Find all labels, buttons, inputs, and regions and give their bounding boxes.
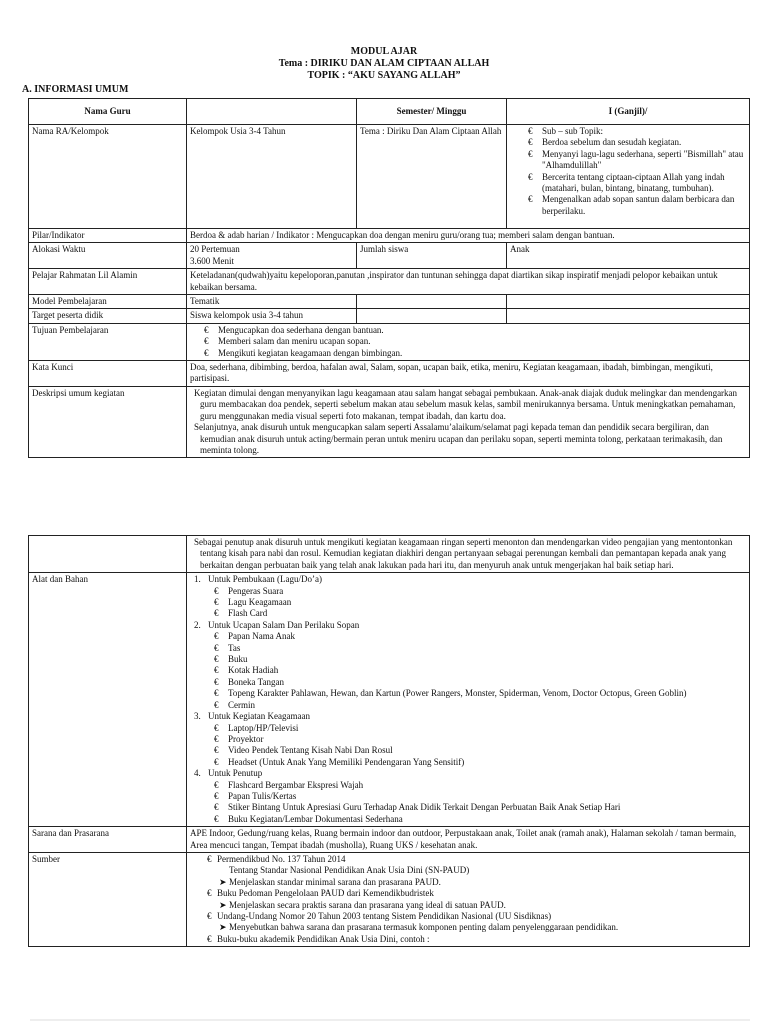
penutup-paragraph: Sebagai penutup anak disuruh untuk mengikuti kegiatan keagamaan ringan seperti menonton dan mendengarkan video pengajian yang mentontonkan tentang kisah para nabi dan rosul. Kemudian kegiatan diakhiri dengan pertanyaan sebagai perenungan kembali dan pemantapan kepada anak yang berkaitan dengan perbuatan baik yang telah anak lakukan pada hari itu, dan menyuruh anak untuk mengerjakan hal baik setiap hari. [194, 537, 733, 570]
euro-bullet-icon: € [214, 779, 219, 790]
label-target: Target peserta didik [29, 309, 187, 323]
euro-bullet-icon: € [204, 347, 209, 358]
alat-group-title: Untuk Pembukaan (Lagu/Do’a) [208, 574, 322, 585]
alat-group-number: 2. [194, 619, 201, 630]
list-item: € Bercerita tentang ciptaan-ciptaan Allah yang indah (matahari, bulan, bintang, binatang, tumbuhan). [528, 171, 725, 194]
list-item: € Flashcard Bergambar Ekspresi Wajah [214, 779, 364, 790]
sumber-cell [187, 852, 750, 946]
list-item: € Topeng Karakter Pahlawan, Hewan, dan Kartun (Power Rangers, Monster, Spiderman, Venom, Doctor Octopus, Green Goblin) [214, 688, 687, 699]
label-alat: Alat dan Bahan [29, 573, 187, 827]
table-row [29, 309, 750, 323]
table-row [29, 243, 750, 269]
value-tema: Tema : Diriku Dan Alam Ciptaan Allah [357, 125, 507, 229]
table-row [29, 361, 750, 387]
list-item: € Stiker Bintang Untuk Apresiasi Guru Terhadap Anak Didik Terkait Dengan Perbuatan Baik Anak Setiap Hari [214, 802, 621, 813]
table-row [29, 269, 750, 295]
list-item: € Tas [214, 642, 241, 653]
label-pilar: Pilar/Indikator [29, 229, 187, 243]
alat-item-list [210, 631, 746, 711]
alat-item-list [210, 723, 746, 769]
penutup-cell [187, 536, 750, 573]
page-footer-divider [30, 1019, 750, 1021]
arrow-bullet-icon: ➤ [219, 899, 227, 910]
table-row [29, 852, 750, 946]
euro-bullet-icon: € [207, 911, 212, 921]
euro-bullet-icon: € [204, 324, 209, 335]
euro-bullet-icon: € [214, 745, 219, 756]
deskripsi-paragraph-1: Kegiatan dimulai dengan menyanyikan lagu keagamaan atau salam hangat sebagai pembukaan. Anak-anak diajak duduk melingkar dan mendengarkan guru membacakan doa pendek, seperti sebelum makan atau sebelum masuk kelas, sambil menirukannya bersama. Untuk meningkatkan pemahaman, guru menggunakan media visual seperti foto makanan, tempat ibadah, dan kartu doa. [194, 387, 738, 421]
tujuan-list [190, 325, 746, 359]
alat-group-title: Untuk Kegiatan Keagamaan [208, 711, 310, 722]
list-item: € Lagu Keagamaan [214, 597, 292, 608]
list-item: € Papan Tulis/Kertas [214, 790, 297, 801]
value-pilar: Berdoa & adab harian / Indikator : Mengucapkan doa dengan meniru guru/orang tua; memberi salam dengan bantuan. [187, 229, 750, 243]
list-item-detail: ➤ Menyebutkan bahwa sarana dan prasarana termasuk komponen penting dalam penyelenggaraan pendidikan. [219, 922, 619, 933]
alat-item-list [210, 780, 746, 826]
list-item: € Buku [214, 654, 248, 665]
list-item: € Cermin [214, 699, 255, 710]
header-cell-empty [187, 99, 357, 125]
label-jumlah-siswa: Jumlah siswa [357, 243, 507, 269]
euro-bullet-icon: € [214, 688, 219, 699]
arrow-bullet-icon: ➤ [219, 876, 227, 887]
alat-group-title: Untuk Penutup [208, 768, 263, 779]
header-cell-nama-guru: Nama Guru [29, 99, 187, 125]
value-sarana: APE Indoor, Gedung/ruang kelas, Ruang bermain indoor dan outdoor, Perpustakaan anak, Toilet anak (ramah anak), Halaman sekolah / taman bermain, Area mencuci tangan, Tempat ibadah (musholla), Ruang UKS / kesehatan anak. [187, 827, 750, 853]
euro-bullet-icon: € [214, 676, 219, 687]
euro-bullet-icon: € [214, 608, 219, 619]
doc-theme: Tema : DIRIKU DAN ALAM CIPTAAN ALLAH [278, 58, 490, 69]
table-row [29, 536, 750, 573]
list-item: € Mengikuti kegiatan keagamaan dengan bimbingan. [204, 347, 403, 358]
alat-group-number: 4. [194, 768, 201, 779]
list-item: € Video Pendek Tentang Kisah Nabi Dan Rosul [214, 745, 393, 756]
label-deskripsi: Deskripsi umum kegiatan [29, 386, 187, 457]
label-model: Model Pembelajaran [29, 295, 187, 309]
euro-bullet-icon: € [207, 933, 212, 944]
label-sumber: Sumber [29, 852, 187, 946]
euro-bullet-icon: € [207, 888, 212, 899]
label-tujuan: Tujuan Pembelajaran [29, 323, 187, 360]
alat-group [190, 768, 746, 825]
alat-group-title: Untuk Ucapan Salam Dan Perilaku Sopan [208, 619, 360, 630]
list-item: € Permendikbud No. 137 Tahun 2014 [207, 853, 346, 864]
label-kata-kunci: Kata Kunci [29, 361, 187, 387]
euro-bullet-icon: € [528, 171, 533, 182]
list-item: € Flash Card [214, 608, 268, 619]
list-item: € Undang-Undang Nomor 20 Tahun 2003 tentang Sistem Pendidikan Nasional (UU Sisdiknas) [207, 911, 552, 921]
list-item-detail: ➤ Menjelaskan standar minimal sarana dan prasarana PAUD. [219, 876, 441, 887]
label-alokasi: Alokasi Waktu [29, 243, 187, 269]
deskripsi-paragraph-2: Selanjutnya, anak disuruh untuk mengucapkan salam seperti Assalamu’alaikum/selamat pagi kepada teman dan pendidik secara bergiliran, dan kemudian anak disuruh untuk acting/bermain peran untuk meniru ucapan dan perilaku sopan, seperti meminta tolong, perkataan terimakasih, dan meminta tolong. [194, 422, 723, 455]
list-item: € Mengenalkan adab sopan santun dalam berbicara dan berperilaku. [528, 194, 735, 216]
euro-bullet-icon: € [214, 642, 219, 653]
deskripsi-cell [187, 386, 750, 457]
label-nama-ra: Nama RA/Kelompok [29, 125, 187, 229]
alat-group-number: 1. [194, 574, 201, 585]
euro-bullet-icon: € [214, 802, 219, 813]
list-item: € Berdoa sebelum dan sesudah kegiatan. [528, 137, 682, 148]
euro-bullet-icon: € [204, 336, 209, 347]
value-target: Siswa kelompok usia 3-4 tahun [187, 309, 357, 323]
list-item: € Pengeras Suara [214, 585, 284, 596]
table-row [29, 99, 750, 125]
alat-group [190, 574, 746, 620]
list-item: € Menyanyi lagu-lagu sederhana, seperti "Bismillah" atau "Alhamdulillah" [528, 148, 744, 171]
value-kelompok: Kelompok Usia 3-4 Tahun [187, 125, 357, 229]
list-item: € Buku Kegiatan/Lembar Dokumentasi Sederhana [214, 813, 403, 824]
list-item: € Memberi salam dan meniru ucapan sopan. [204, 336, 371, 347]
list-item: € Buku-buku akademik Pendidikan Anak Usia Dini, contoh : [207, 933, 430, 944]
tujuan-list-cell [187, 323, 750, 360]
alat-group-number: 3. [194, 711, 201, 722]
table-row [29, 323, 750, 360]
value-pelajar: Keteladanan(qudwah)yaitu kepeloporan,panutan ,inspirator dan tuntunan sehingga dapat diartikan sikap inspiratif menjadi pelopor kebaikan untuk kebaikan bersama. [187, 269, 750, 295]
euro-bullet-icon: € [214, 790, 219, 801]
euro-bullet-icon: € [528, 194, 533, 205]
euro-bullet-icon: € [528, 137, 533, 148]
alat-list [190, 574, 746, 825]
header-cell-ganjil: I (Ganjil)/ [507, 99, 750, 125]
list-item: € Kotak Hadiah [214, 665, 279, 676]
euro-bullet-icon: € [214, 733, 219, 744]
list-item: € Proyektor [214, 733, 264, 744]
table-row [29, 125, 750, 229]
subtopik-list-cell [507, 125, 750, 229]
euro-bullet-icon: € [214, 654, 219, 665]
subtopik-list [510, 126, 746, 217]
table-row [29, 295, 750, 309]
euro-bullet-icon: € [528, 126, 533, 136]
label-pelajar: Pelajar Rahmatan Lil Alamin [29, 269, 187, 295]
euro-bullet-icon: € [214, 813, 219, 824]
doc-topic: TOPIK : “AKU SAYANG ALLAH” [307, 70, 461, 81]
list-item-detail: ➤ Menjelaskan secara praktis sarana dan prasarana yang ideal di satuan PAUD. [219, 899, 506, 910]
section-heading: A. INFORMASI UMUM [22, 84, 129, 95]
header-cell-semester: Semester/ Minggu [357, 99, 507, 125]
alat-group [190, 711, 746, 768]
alat-cell [187, 573, 750, 827]
doc-title: MODUL AJAR [350, 46, 418, 57]
euro-bullet-icon: € [214, 631, 219, 642]
list-item: € Boneka Tangan [214, 676, 284, 687]
label-sarana: Sarana dan Prasarana [29, 827, 187, 853]
alat-item-list [210, 586, 746, 620]
list-item: € Buku Pedoman Pengelolaan PAUD dari Kemendikbudristek [207, 888, 434, 899]
arrow-bullet-icon: ➤ [219, 922, 227, 933]
euro-bullet-icon: € [214, 699, 219, 710]
value-kata-kunci: Doa, sederhana, dibimbing, berdoa, hafalan awal, Salam, sopan, ucapan baik, etika, meniru, Kegiatan keagamaan, ibadah, bimbingan, mengikuti, partisipasi. [187, 361, 750, 387]
list-item: € Headset (Untuk Anak Yang Memiliki Pendengaran Yang Sensitif) [214, 756, 465, 767]
euro-bullet-icon: € [214, 722, 219, 733]
euro-bullet-icon: € [214, 756, 219, 767]
info-table [28, 98, 750, 458]
value-anak: Anak [507, 243, 750, 269]
euro-bullet-icon: € [214, 585, 219, 596]
value-alokasi: 20 Pertemuan 3.600 Menit [187, 243, 357, 269]
table-row [29, 573, 750, 827]
list-item: € Mengucapkan doa sederhana dengan bantuan. [204, 324, 384, 335]
list-item: € Laptop/HP/Televisi [214, 722, 299, 733]
table-row [29, 827, 750, 853]
euro-bullet-icon: € [214, 665, 219, 676]
euro-bullet-icon: € [207, 853, 212, 864]
list-item-detail: Tentang Standar Nasional Pendidikan Anak Usia Dini (SN-PAUD) [229, 865, 470, 876]
euro-bullet-icon: € [528, 148, 533, 159]
list-item: € Sub – sub Topik: [528, 126, 603, 136]
table-row [29, 229, 750, 243]
info-table-continued [28, 535, 750, 947]
euro-bullet-icon: € [214, 597, 219, 608]
alat-group [190, 620, 746, 711]
table-row [29, 386, 750, 457]
list-item: € Papan Nama Anak [214, 631, 295, 642]
value-model: Tematik [187, 295, 357, 309]
